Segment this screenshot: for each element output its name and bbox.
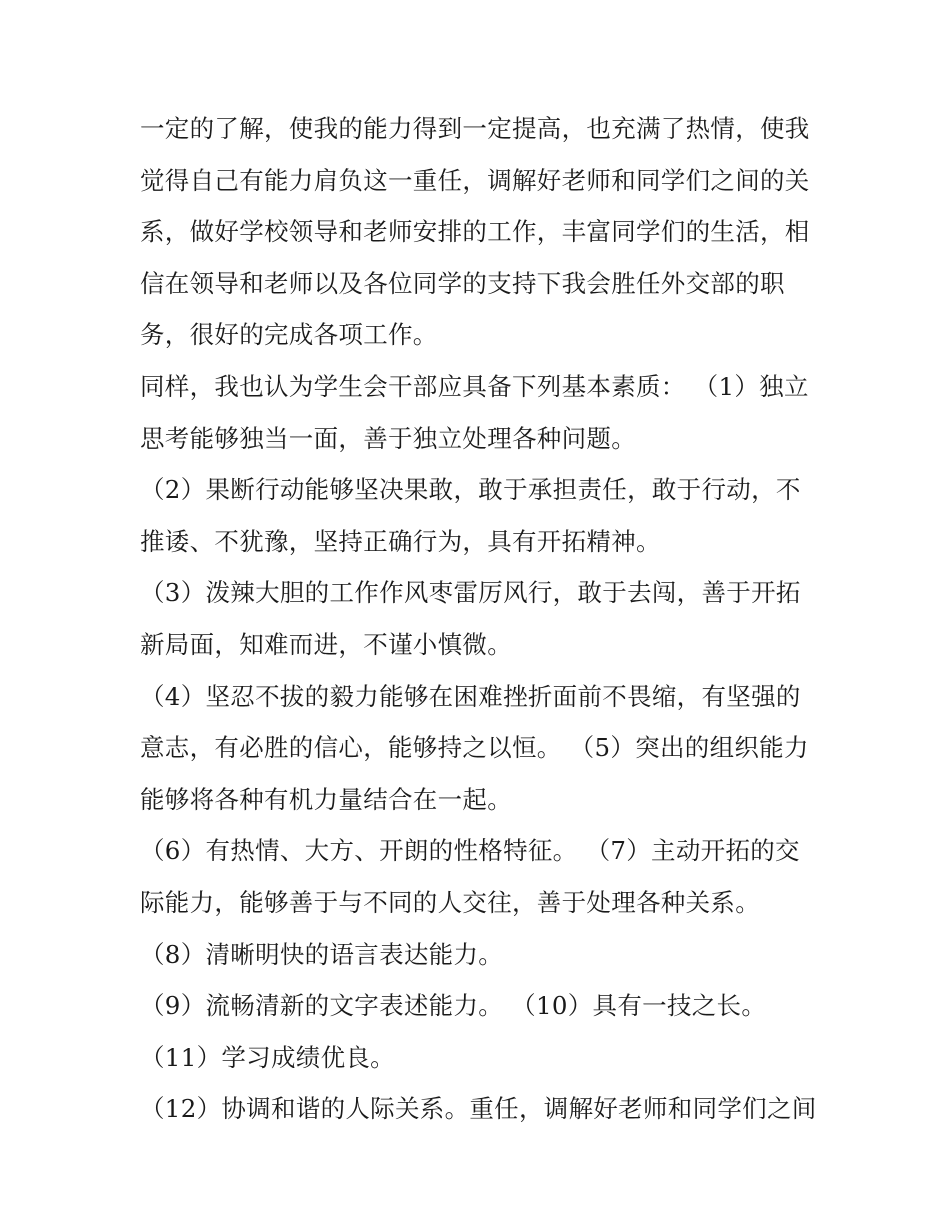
text-line-12: （4）坚忍不拔的毅力能够在困难挫折面前不畏缩，有坚强的 xyxy=(140,681,801,711)
text-line-10: （3）泼辣大胆的工作作风枣雷厉风行，敢于去闯，善于开拓 xyxy=(140,578,801,608)
text-line-3: 系，做好学校领导和老师安排的工作，丰富同学们的生活，相 xyxy=(140,217,810,247)
text-line-1: 一定的了解，使我的能力得到一定提高，也充满了热情，使我 xyxy=(140,114,810,143)
text-line-15: （6）有热情、大方、开朗的性格特征。 （7）主动开拓的交 xyxy=(140,836,800,866)
text-line-8: （2）果断行动能够坚决果敢，敢于承担责任，敢于行动，不 xyxy=(140,475,801,505)
text-line-9: 推诿、不犹豫，坚持正确行为，具有开拓精神。 xyxy=(140,526,661,556)
text-line-20: （12）协调和谐的人际关系。重任，调解好老师和同学们之间 xyxy=(140,1094,817,1124)
text-line-2: 觉得自己有能力肩负这一重任，调解好老师和同学们之间的关 xyxy=(140,165,810,195)
text-line-14: 能够将各种有机力量结合在一起。 xyxy=(140,784,512,814)
text-line-5: 务，很好的完成各项工作。 xyxy=(140,320,438,350)
document-body xyxy=(140,103,820,1135)
text-line-4: 信在领导和老师以及各位同学的支持下我会胜任外交部的职 xyxy=(140,268,785,298)
text-line-7: 思考能够独当一面，善于独立处理各种问题。 xyxy=(140,423,636,453)
text-line-17: （8）清晰明快的语言表达能力。 xyxy=(140,939,504,969)
text-line-16: 际能力，能够善于与不同的人交往，善于处理各种关系。 xyxy=(140,887,760,917)
text-line-6: 同样，我也认为学生会干部应具备下列基本素质： （1）独立 xyxy=(140,371,809,401)
text-line-11: 新局面，知难而进，不谨小慎微。 xyxy=(140,629,512,659)
text-line-13: 意志，有必胜的信心，能够持之以恒。 （5）突出的组织能力 xyxy=(140,733,809,763)
text-line-19: （11）学习成绩优良。 xyxy=(140,1042,395,1072)
text-line-18: （9）流畅清新的文字表述能力。 （10）具有一技之长。 xyxy=(140,991,767,1021)
